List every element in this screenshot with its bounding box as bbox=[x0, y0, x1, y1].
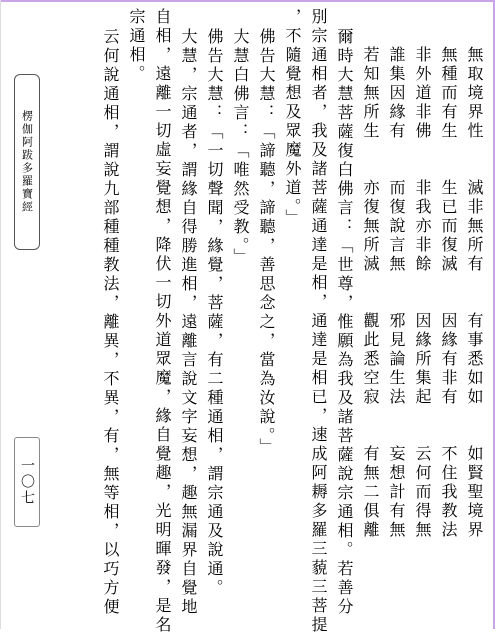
verse-gap bbox=[387, 407, 406, 445]
prose-column bbox=[331, 8, 357, 626]
verse-column bbox=[357, 8, 383, 626]
prose-column bbox=[149, 8, 175, 635]
verse-phrase: 滅非無所有 bbox=[465, 179, 484, 274]
verse-gap bbox=[387, 274, 406, 312]
verse-gap bbox=[439, 407, 458, 445]
verse-phrase: 亦復無所滅 bbox=[361, 179, 380, 274]
prose-column bbox=[123, 8, 149, 626]
sutra-text bbox=[97, 8, 487, 635]
prose-text: 自相，遠離一切虛妄覺想，降伏一切外道眾魔，緣自覺趣，光明暉發，是名 bbox=[153, 8, 172, 635]
prose-text: 佛告大慧：「一切聲聞，緣覺，菩薩，有二種通相，謂宗通及說通。 bbox=[205, 28, 224, 598]
verse-phrase: 因緣所集起 bbox=[413, 312, 432, 407]
verse-phrase: 如賢聖境界 bbox=[465, 445, 484, 540]
verse-gap bbox=[387, 141, 406, 179]
verse-gap bbox=[361, 274, 380, 312]
sutra-title-label bbox=[14, 74, 40, 250]
verse-gap bbox=[413, 407, 432, 445]
top-border bbox=[0, 0, 495, 2]
page-number: 一〇七 bbox=[19, 458, 35, 506]
prose-text: 宗通相。 bbox=[127, 8, 146, 84]
verse-phrase: 云何而得無 bbox=[413, 445, 432, 540]
verse-gap bbox=[361, 407, 380, 445]
prose-column bbox=[175, 8, 201, 626]
verse-phrase: 有無二俱離 bbox=[361, 445, 380, 540]
verse-phrase: 非我亦非餘 bbox=[413, 179, 432, 274]
verse-column bbox=[383, 8, 409, 626]
verse-column bbox=[461, 8, 487, 626]
page-number-box bbox=[14, 437, 40, 527]
prose-column bbox=[279, 8, 305, 626]
verse-gap bbox=[413, 274, 432, 312]
prose-column bbox=[227, 8, 253, 626]
prose-text: 別宗通相者，我及諸菩薩通達是相，通達是相已，速成阿耨多羅三藐三菩提 bbox=[309, 8, 328, 635]
verse-phrase: 邪見論生法 bbox=[387, 312, 406, 407]
verse-column bbox=[435, 8, 461, 626]
sutra-title: 楞伽阿跋多羅寶經 bbox=[20, 110, 34, 214]
verse-phrase: 無種而有生 bbox=[439, 46, 458, 141]
verse-gap bbox=[439, 141, 458, 179]
verse-phrase: 觀此悉空寂 bbox=[361, 312, 380, 407]
verse-phrase: 無取境界性 bbox=[465, 46, 484, 141]
verse-gap bbox=[413, 141, 432, 179]
verse-phrase: 有事悉如如 bbox=[465, 312, 484, 407]
verse-column bbox=[409, 8, 435, 626]
verse-phrase: 不住我教法 bbox=[439, 445, 458, 540]
prose-text: ，不隨覺想及眾魔外道。」 bbox=[283, 8, 302, 228]
verse-gap bbox=[465, 407, 484, 445]
prose-text: 云何說通相，謂說九部種種教法，離異，不異，有，無等相，以巧方便 bbox=[101, 28, 120, 617]
prose-text: 爾時大慧菩薩復白佛言：「世尊，惟願為我及諸菩薩說宗通相。若善分 bbox=[335, 28, 354, 617]
verse-phrase: 而復說言無 bbox=[387, 179, 406, 274]
prose-text: 大慧白佛言：「唯然受教。」 bbox=[231, 28, 250, 267]
prose-text: 大慧，宗通者，謂緣自得勝進相，遠離言說文字妄想，趣無漏界自覺地 bbox=[179, 28, 198, 617]
verse-phrase: 誰集因緣有 bbox=[387, 46, 406, 141]
prose-text: 佛告大慧：「諦聽，諦聽，善思念之，當為汝說。」 bbox=[257, 28, 276, 457]
verse-phrase: 妄想計有無 bbox=[387, 445, 406, 540]
verse-gap bbox=[361, 141, 380, 179]
prose-column bbox=[201, 8, 227, 626]
left-border bbox=[0, 0, 1, 629]
verse-phrase: 若知無所生 bbox=[361, 46, 380, 141]
prose-column bbox=[305, 8, 331, 635]
verse-phrase: 因緣有非有 bbox=[439, 312, 458, 407]
prose-column bbox=[253, 8, 279, 626]
verse-gap bbox=[439, 274, 458, 312]
prose-column bbox=[97, 8, 123, 626]
verse-gap bbox=[465, 274, 484, 312]
verse-phrase: 非外道非佛 bbox=[413, 46, 432, 141]
verse-gap bbox=[465, 141, 484, 179]
verse-phrase: 生已而復滅 bbox=[439, 179, 458, 274]
